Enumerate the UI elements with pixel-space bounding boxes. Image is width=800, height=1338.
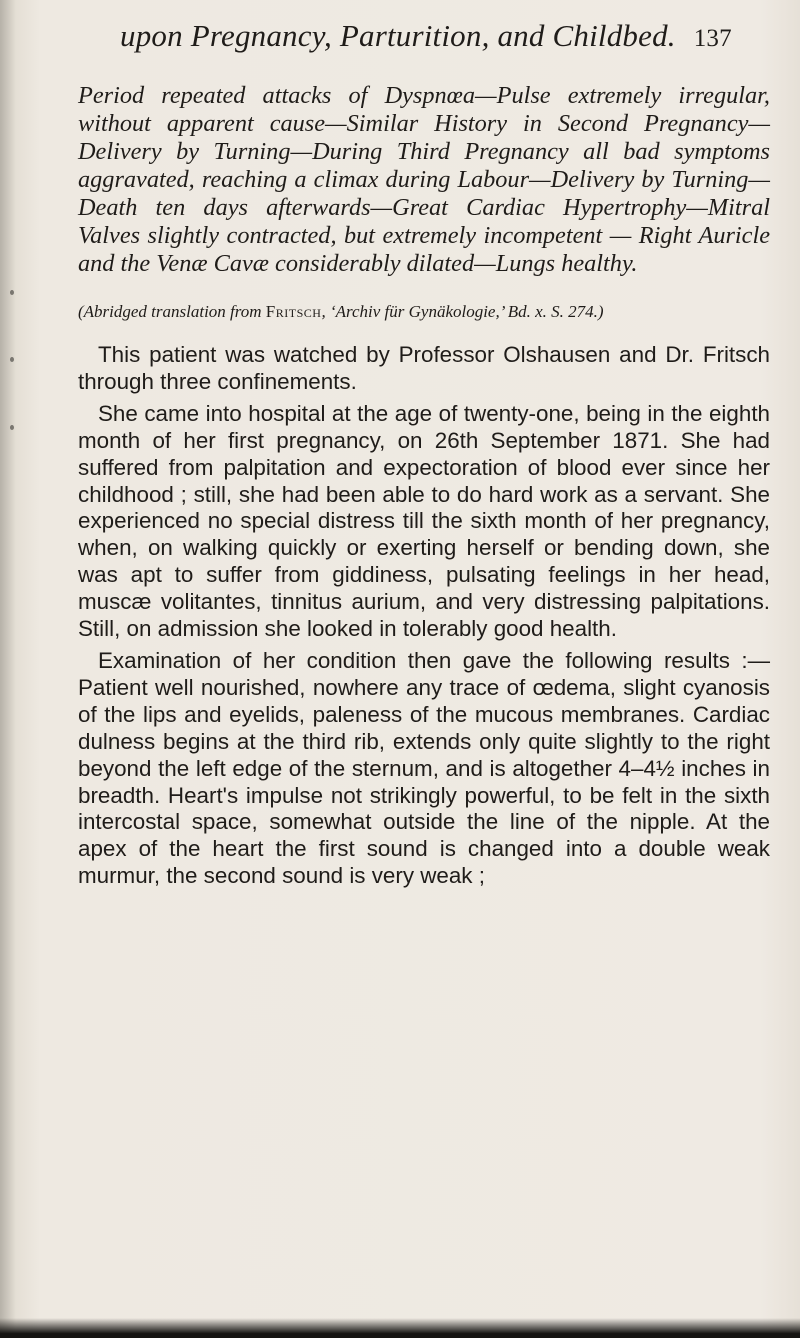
- scan-bottom-edge: [0, 1318, 800, 1338]
- margin-mark: [10, 290, 14, 295]
- margin-mark: [10, 357, 14, 362]
- source-citation: [78, 300, 770, 324]
- source-author: Fritsch: [265, 302, 322, 321]
- body-paragraph: This patient was watched by Professor Olshausen and Dr. Fritsch through three confinements.: [78, 342, 770, 394]
- body-paragraph: She came into hospital at the age of twenty-one, being in the eighth month of her first pregnancy, on 26th September 1871. She had suffered from palpitation and expectoration of blood ever since her childhood ; still, she had been able to do hard work as a servant. She experienced no special distress till the sixth month of her pregnancy, when, on walking quickly or exerting herself or bending down, she was apt to suffer from giddiness, pulsating feelings in her head, muscæ volitantes, tinnitus aurium, and very distressing palpitations. Still, on admission she looked in tolerably good health.: [78, 400, 770, 642]
- page-header: [120, 18, 770, 54]
- page-gutter-shadow: [0, 0, 16, 1338]
- source-reference: , ‘Archiv für Gynäkologie,’ Bd. x. S. 274.): [321, 302, 604, 321]
- page-number: 137: [693, 25, 732, 52]
- source-prefix: (Abridged translation from: [78, 302, 266, 321]
- margin-mark: [10, 425, 14, 430]
- case-summary: Period repeated attacks of Dyspnœa—Pulse extremely irregular, without apparent cause—Similar History in Second Pregnancy—Delivery by Turning—During Third Pregnancy all bad symptoms aggravated, reaching a climax during Labour—Delivery by Turning—Death ten days afterwards—Great Cardiac Hypertrophy—Mitral Valves slightly contracted, but extremely incompetent — Right Auricle and the Venæ Cavæ considerably dilated—Lungs healthy.: [78, 82, 770, 277]
- running-head: upon Pregnancy, Parturition, and Childbed.: [120, 18, 676, 53]
- page-content: [78, 82, 770, 895]
- body-paragraph: Examination of her condition then gave the following results :—Patient well nourished, nowhere any trace of œdema, slight cyanosis of the lips and eyelids, paleness of the mucous membranes. Cardiac dulness begins at the third rib, extends only quite slightly to the right beyond the left edge of the sternum, and is altogether 4–4½ inches in breadth. Heart's impulse not strikingly powerful, to be felt in the sixth intercostal space, somewhat outside the line of the nipple. At the apex of the heart the first sound is changed into a double weak murmur, the second sound is very weak ;: [78, 647, 770, 889]
